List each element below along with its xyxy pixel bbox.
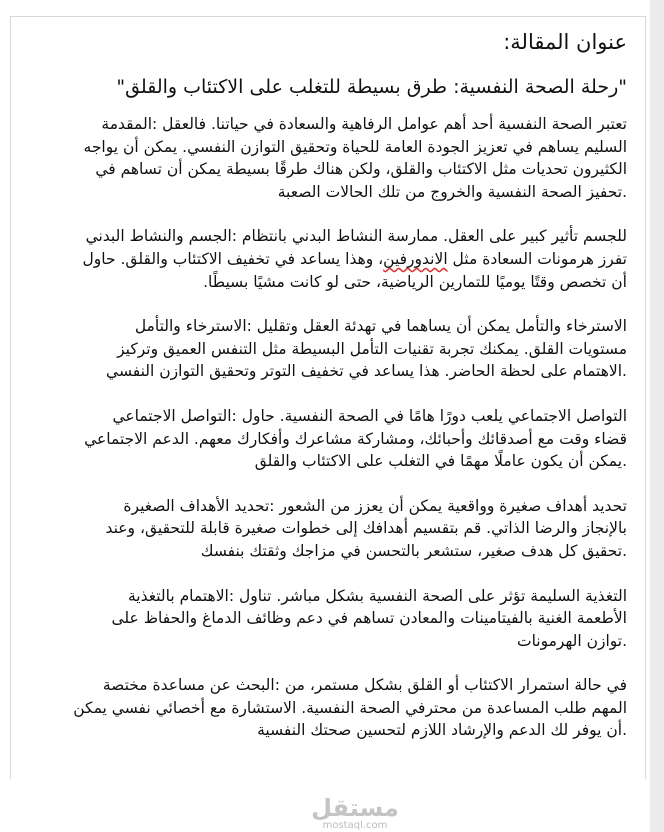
text-line: .تحفيز الصحة النفسية والخروج من تلك الحالات الصعبة [277, 182, 627, 201]
document-page [10, 16, 646, 779]
text-segment: تفرز هرمونات السعادة مثل [447, 249, 627, 268]
text-line: تعتبر الصحة النفسية أحد أهم عوامل الرفاهية والسعادة في حياتنا. فالعقل :المقدمة [101, 115, 627, 133]
misspelled-word[interactable]: الاندورفين [383, 249, 448, 268]
paragraph-intro [17, 113, 627, 203]
text-line: تحديد أهداف صغيرة وواقعية يمكن أن يعزز من الشعور :تحديد الأهداف الصغيرة [123, 496, 627, 515]
text-line: التغذية السليمة تؤثر على الصحة النفسية بشكل مباشر. تناول :الاهتمام بالتغذية [127, 586, 627, 605]
text-line: في حالة استمرار الاكتئاب أو القلق بشكل مستمر، من :البحث عن مساعدة مختصة [102, 676, 627, 695]
watermark-logo: مستقل [311, 794, 399, 822]
article-heading: عنوان المقالة: [503, 30, 627, 54]
text-line: الأطعمة الغنية بالفيتامينات والمعادن تساهم في دعم وظائف الدماغ والحفاظ على [111, 609, 627, 628]
text-line: للجسم تأثير كبير على العقل. ممارسة النشاط البدني بانتظام :الجسم والنشاط البدني [85, 227, 627, 246]
paragraph-professional-help [17, 674, 627, 742]
watermark-url: mostaql.com [322, 820, 388, 831]
text-line: قضاء وقت مع أصدقائك وأحبائك، ومشاركة مشاعرك وأفكارك معهم. الدعم الاجتماعي [84, 429, 627, 448]
text-line: .أن يوفر لك الدعم والإرشاد اللازم لتحسين صحتك النفسية [257, 721, 627, 740]
text-segment: ، وهذا يساعد في تخفيف الاكتئاب والقلق. حاول [82, 249, 384, 268]
mostaql-watermark [300, 796, 410, 832]
text-line: السليم يساهم في تعزيز الجودة العامة للحياة وتحقيق التوازن النفسي. يمكن أن يواجه [83, 137, 627, 156]
text-line: .الاهتمام على لحظة الحاضر. هذا يساعد في تخفيف التوتر وتحقيق التوازن النفسي [106, 362, 627, 381]
article-title: "رحلة الصحة النفسية: طرق بسيطة للتغلب على الاكتئاب والقلق" [116, 76, 627, 98]
paragraph-goals [17, 495, 627, 563]
text-line: مستويات القلق. يمكنك تجربة تقنيات التأمل البسيطة مثل التنفس العميق وتركيز [117, 339, 627, 358]
paragraph-relaxation [17, 315, 627, 383]
text-line: بالإنجاز والرضا الذاتي. قم بتقسيم أهدافك إلى خطوات صغيرة قابلة للتحقيق، وعند [105, 519, 627, 538]
text-line: الكثيرون تحديات مثل الاكتئاب والقلق، ولكن هناك طرقًا بسيطة يمكن أن تساهم في [95, 160, 627, 179]
text-line: .تحقيق كل هدف صغير، ستشعر بالتحسن في مزاجك وثقتك بنفسك [200, 541, 627, 560]
text-line: أن تخصص وقتًا يوميًا للتمارين الرياضية، حتى لو كانت مشيًا بسيطًا. [203, 272, 627, 291]
text-line [17, 248, 627, 271]
text-line: .يمكن أن يكون عاملًا مهمًا في التغلب على الاكتئاب والقلق [254, 452, 627, 471]
text-line: .توازن الهرمونات [516, 631, 627, 650]
text-line: الاسترخاء والتأمل يمكن أن يساهما في تهدئة العقل وتقليل :الاسترخاء والتأمل [134, 317, 627, 336]
scrollbar-track[interactable] [650, 0, 664, 832]
paragraph-nutrition [17, 585, 627, 653]
text-line: التواصل الاجتماعي يلعب دورًا هامًا في الصحة النفسية. حاول :التواصل الاجتماعي [112, 406, 627, 425]
text-line: المهم طلب المساعدة من محترفي الصحة النفسية. الاستشارة مع أخصائي نفسي يمكن [73, 698, 627, 717]
paragraph-social [17, 405, 627, 473]
paragraph-physical-activity [17, 225, 627, 293]
document-content[interactable] [17, 27, 627, 764]
